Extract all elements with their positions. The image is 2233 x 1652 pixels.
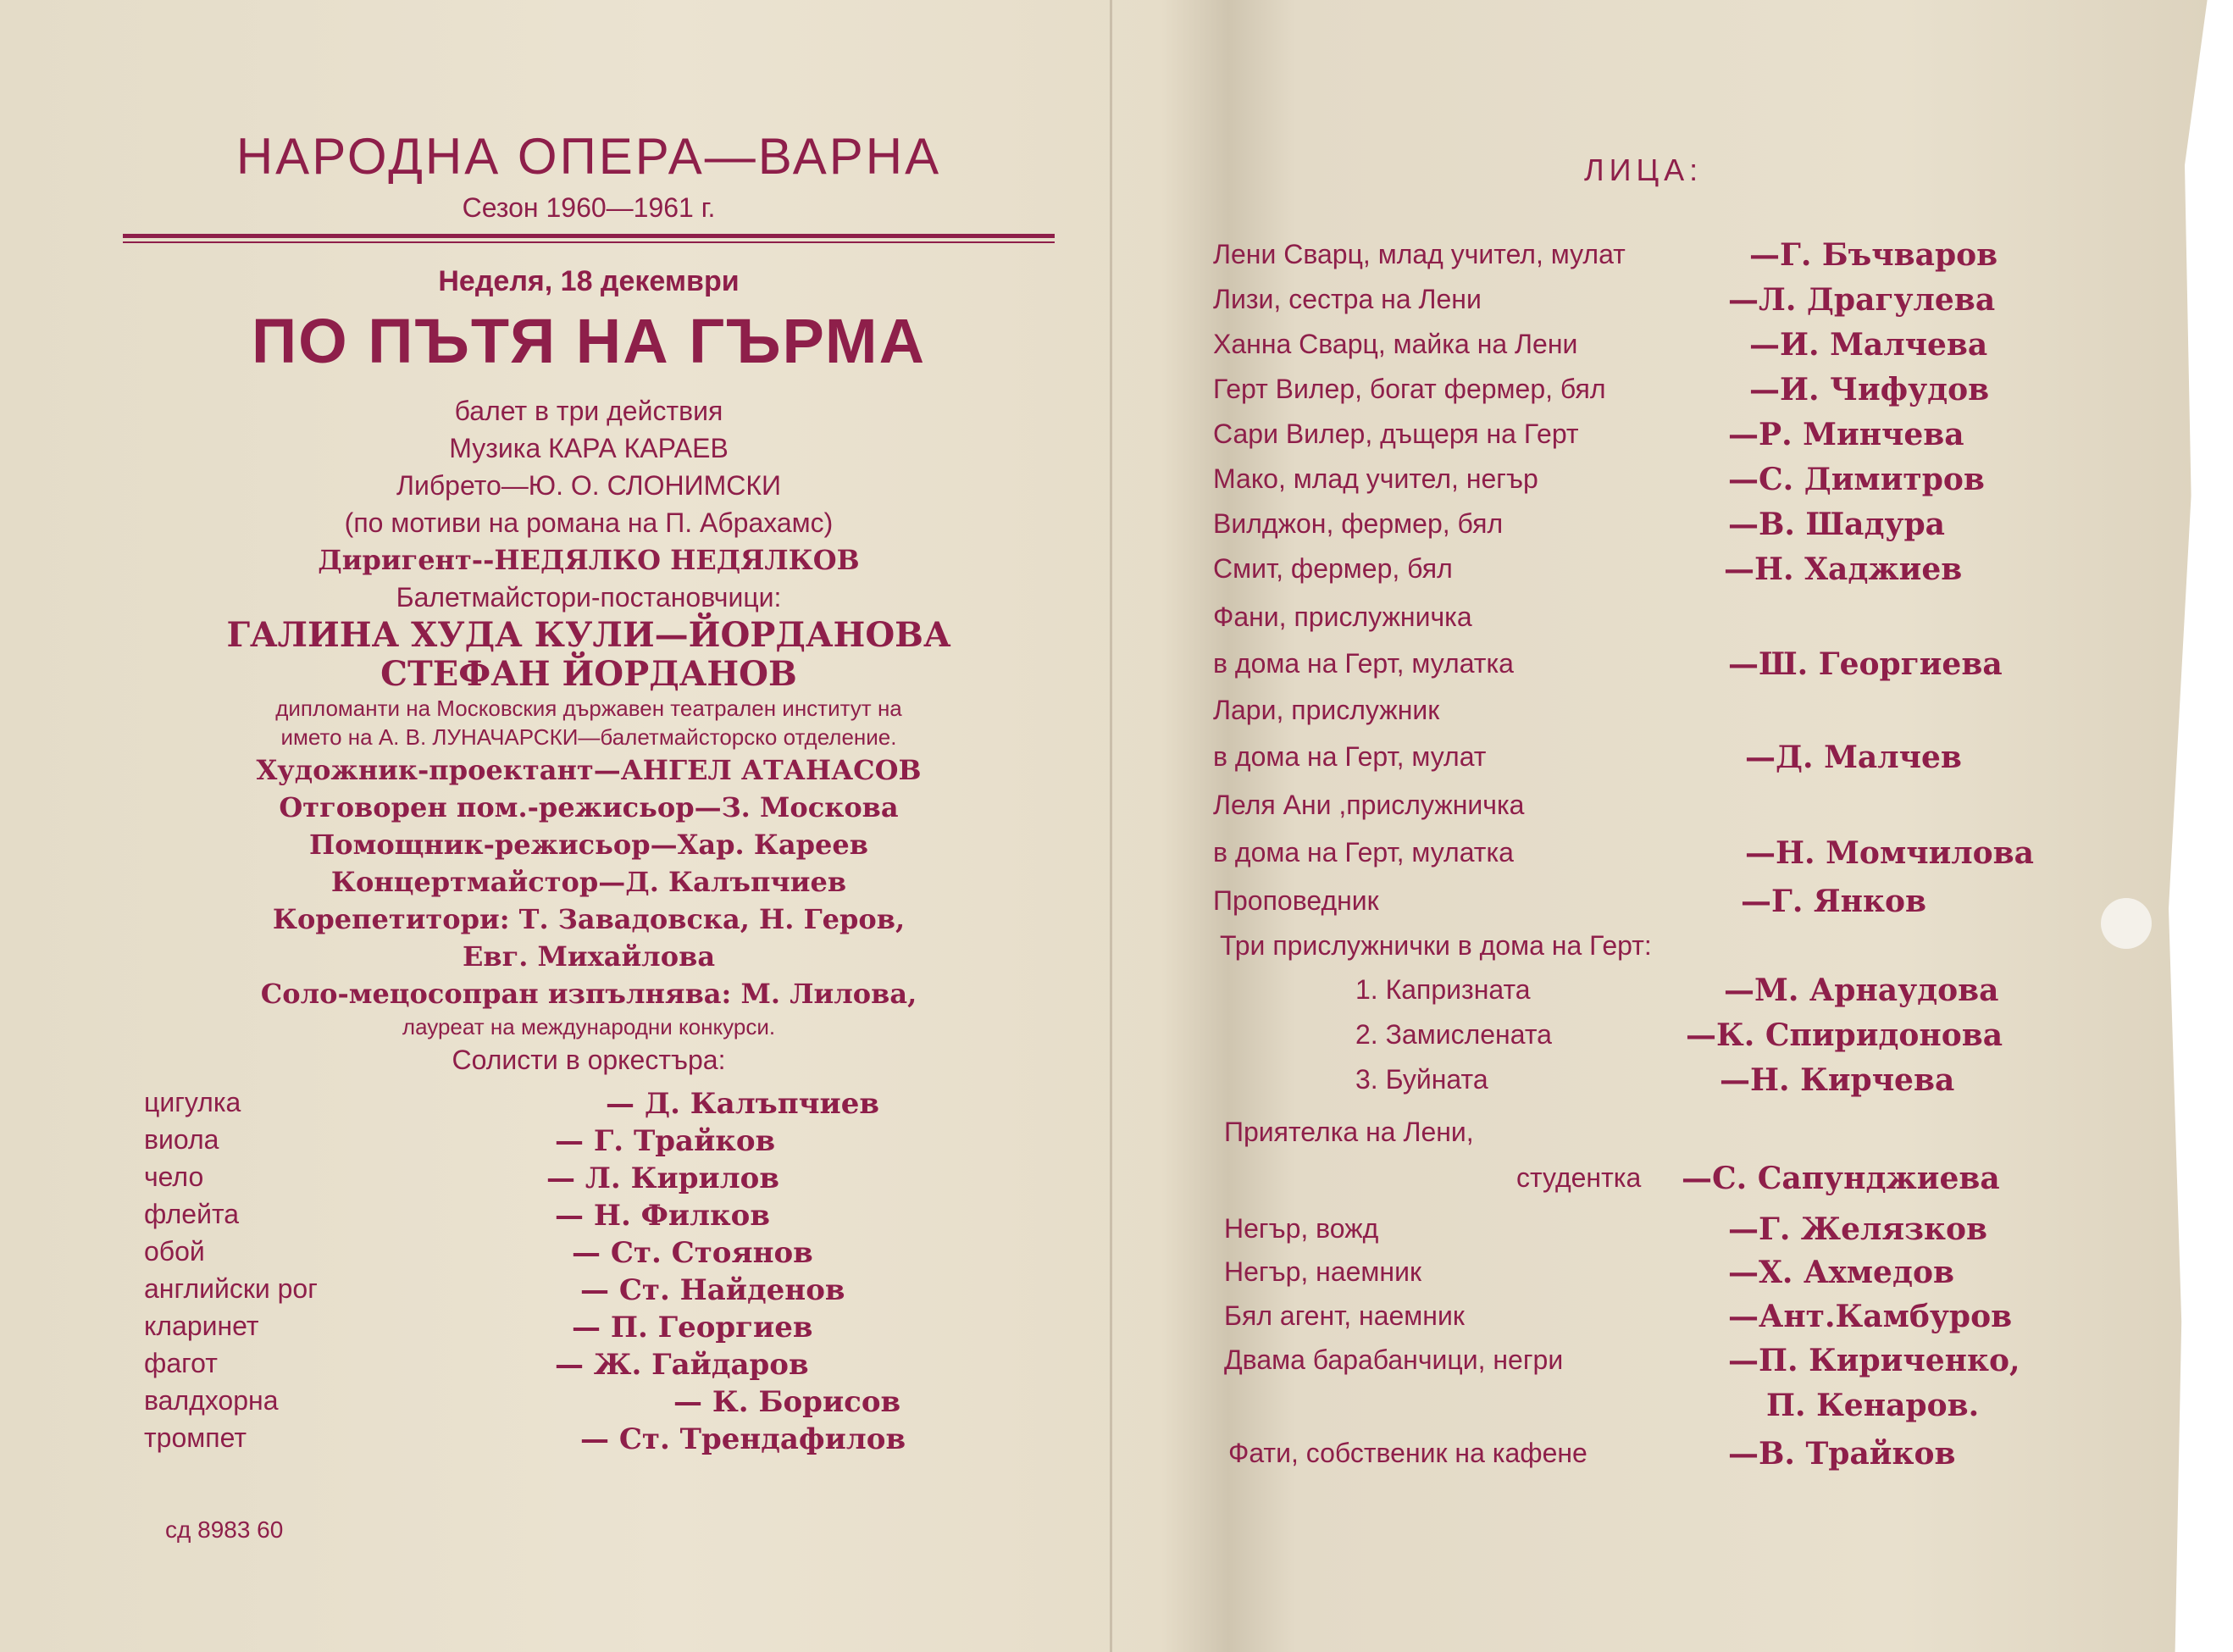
player-name: — П. Георгиев bbox=[572, 1311, 813, 1344]
orchestra-list bbox=[131, 1087, 1046, 1460]
orchestra-label: Солисти в оркестъра: bbox=[452, 1045, 726, 1075]
cast-role: в дома на Герт, мулатка bbox=[1213, 648, 1514, 679]
player-name: — Д. Калъпчиев bbox=[606, 1087, 879, 1121]
repetiteurs-credit-2: Евг. Михайлова bbox=[462, 940, 716, 973]
orchestra-row bbox=[131, 1385, 1046, 1422]
soloist-note: лауреат на международни конкурси. bbox=[402, 1014, 776, 1039]
torn-edge bbox=[2169, 0, 2233, 1652]
diploma-note-1: дипломанти на Московския държавен театрален институт на bbox=[275, 696, 902, 721]
orchestra-row bbox=[131, 1199, 1046, 1236]
cast-role: Лизи, сестра на Лени bbox=[1213, 284, 1482, 314]
instrument-name: чело bbox=[144, 1161, 204, 1192]
instrument-name: флейта bbox=[144, 1199, 240, 1229]
cast-actor: —Н. Кирчева bbox=[1720, 1062, 1955, 1098]
cast-actor: —Д. Малчев bbox=[1745, 740, 1962, 775]
player-name: — Ст. Найденов bbox=[580, 1273, 845, 1307]
player-name: — К. Борисов bbox=[673, 1385, 901, 1419]
orchestra-row bbox=[131, 1422, 1046, 1460]
cast-role: Сари Вилер, дъщеря на Герт bbox=[1213, 419, 1579, 449]
cast-role: Герт Вилер, богат фермер, бял bbox=[1213, 374, 1606, 404]
genre: балет в три действия bbox=[454, 396, 723, 426]
choreographers-label: Балетмайстори-постановчици: bbox=[396, 582, 782, 613]
asst-director-credit: Отговорен пом.-режисьор—З. Москова bbox=[279, 791, 899, 823]
instrument-name: кларинет bbox=[144, 1311, 259, 1341]
cast-actor: —Х. Ахмедов bbox=[1728, 1255, 1954, 1290]
diploma-note-2: името на А. В. ЛУНАЧАРСКИ—балетмайсторско отделение. bbox=[280, 724, 897, 750]
choreographer-2: СТЕФАН ЙОРДАНОВ bbox=[380, 654, 797, 694]
performance-date: Неделя, 18 декември bbox=[438, 265, 740, 297]
season: Сезон 1960—1961 г. bbox=[462, 192, 716, 223]
music-credit: Музика КАРА КАРАЕВ bbox=[449, 433, 729, 463]
cast-actor: —Г. Бъчваров bbox=[1749, 237, 1998, 273]
orchestra-row bbox=[131, 1236, 1046, 1273]
paper-hole bbox=[2101, 898, 2152, 949]
cast-role: Приятелка на Лени, bbox=[1224, 1117, 1474, 1147]
cast-role: Бял агент, наемник bbox=[1224, 1300, 1465, 1331]
player-name: — Ст. Трендафилов bbox=[580, 1422, 906, 1456]
cast-actor: —Л. Драгулева bbox=[1728, 282, 1996, 318]
cast-role: в дома на Герт, мулатка bbox=[1213, 837, 1514, 868]
cast-role: Лари, прислужник bbox=[1213, 695, 1440, 725]
cast-actor: —К. Спиридонова bbox=[1686, 1017, 2003, 1053]
repetiteurs-credit: Корепетитори: Т. Завадовска, Н. Геров, bbox=[272, 903, 906, 935]
instrument-name: валдхорна bbox=[144, 1385, 279, 1416]
assistant-director-credit: Помощник-режисьор—Хар. Кареев bbox=[309, 829, 868, 861]
cast-actor: —Н. Хаджиев bbox=[1724, 552, 1963, 587]
theatre-name: НАРОДНА ОПЕРА—ВАРНА bbox=[235, 128, 942, 185]
orchestra-row bbox=[131, 1124, 1046, 1161]
cast-actor: —Н. Момчилова bbox=[1745, 835, 2034, 871]
cast-role: Три прислужнички в дома на Герт: bbox=[1220, 930, 1652, 961]
libretto-credit: Либрето—Ю. О. СЛОНИМСКИ bbox=[396, 470, 782, 501]
cast-role: Лени Сварц, млад учител, мулат bbox=[1213, 239, 1626, 269]
cast-actor: —С. Сапунджиева bbox=[1682, 1161, 2000, 1196]
divider-thick bbox=[123, 234, 1055, 238]
player-name: — Н. Филков bbox=[555, 1199, 770, 1233]
instrument-name: английски рог bbox=[144, 1273, 318, 1304]
cast-role: Проповедник bbox=[1213, 885, 1379, 916]
player-name: — Ст. Стоянов bbox=[572, 1236, 813, 1270]
instrument-name: фагот bbox=[144, 1348, 218, 1378]
orchestra-row bbox=[131, 1311, 1046, 1348]
cast-role: в дома на Герт, мулат bbox=[1213, 741, 1487, 772]
cast-role: Двама барабанчици, негри bbox=[1224, 1344, 1564, 1375]
instrument-name: цигулка bbox=[144, 1087, 241, 1117]
cast-actor: П. Кенаров. bbox=[1766, 1388, 1980, 1423]
instrument-name: тромпет bbox=[144, 1422, 247, 1453]
cast-actor: —И. Чифудов bbox=[1749, 372, 1990, 407]
cast-role: Смит, фермер, бял bbox=[1213, 553, 1453, 584]
cast-role: Фани, прислужничка bbox=[1213, 601, 1472, 632]
orchestra-row bbox=[131, 1273, 1046, 1311]
player-name: — Ж. Гайдаров bbox=[555, 1348, 809, 1382]
concertmaster-credit: Концертмайстор—Д. Калъпчиев bbox=[330, 866, 847, 898]
left-page bbox=[131, 127, 1046, 1460]
cast-role: Вилджон, фермер, бял bbox=[1213, 508, 1504, 539]
cast-role: Мако, млад учител, негър bbox=[1213, 463, 1538, 494]
cast-actor: —Р. Минчева bbox=[1728, 417, 1964, 452]
cast-role: Негър, вожд bbox=[1224, 1213, 1379, 1244]
cast-actor: —Г. Желязков bbox=[1728, 1211, 1988, 1247]
fold-line bbox=[1110, 0, 1112, 1652]
cast-role: Негър, наемник bbox=[1224, 1256, 1421, 1287]
cast-role: 3. Буйната bbox=[1355, 1064, 1488, 1095]
cast-role: Ханна Сварц, майка на Лени bbox=[1213, 329, 1578, 359]
cast-actor: —М. Арнаудова bbox=[1724, 973, 1999, 1008]
cast-heading: ЛИЦА: bbox=[1584, 152, 1704, 187]
cast-actor: —С. Димитров bbox=[1728, 462, 1985, 497]
cast-actor: —И. Малчева bbox=[1749, 327, 1988, 363]
cast-actor: —Ант.Камбуров bbox=[1728, 1299, 2013, 1334]
cast-role: студентка bbox=[1516, 1162, 1642, 1193]
cast-actor: —П. Кириченко, bbox=[1728, 1343, 2020, 1378]
instrument-name: виола bbox=[144, 1124, 219, 1155]
cast-actor: —В. Трайков bbox=[1728, 1436, 1956, 1472]
cast-role: Леля Ани ,прислужничка bbox=[1213, 790, 1525, 820]
soloist-credit: Соло-мецосопран изпълнява: М. Лилова, bbox=[260, 978, 917, 1010]
cast-role: 1. Капризната bbox=[1355, 974, 1531, 1005]
choreographer-1: ГАЛИНА ХУДА КУЛИ—ЙОРДАНОВА bbox=[226, 615, 951, 655]
player-name: — Г. Трайков bbox=[555, 1124, 776, 1158]
print-code: сд 8983 60 bbox=[165, 1516, 284, 1543]
cast-role: 2. Замислената bbox=[1355, 1019, 1552, 1050]
source-note: (по мотиви на романа на П. Абрахамс) bbox=[344, 507, 834, 538]
orchestra-row bbox=[131, 1161, 1046, 1199]
orchestra-row bbox=[131, 1348, 1046, 1385]
player-name: — Л. Кирилов bbox=[546, 1161, 779, 1195]
instrument-name: обой bbox=[144, 1236, 205, 1267]
cast-actor: —В. Шадура bbox=[1728, 507, 1946, 542]
orchestra-row bbox=[131, 1087, 1046, 1124]
divider-thin bbox=[123, 241, 1055, 243]
cast-actor: —Ш. Георгиева bbox=[1728, 646, 2003, 682]
designer-credit: Художник-проектант—АНГЕЛ АТАНАСОВ bbox=[256, 754, 922, 786]
ballet-title: ПО ПЪТЯ НА ГЪРМА bbox=[251, 306, 927, 376]
conductor-credit: Диригент--НЕДЯЛКО НЕДЯЛКОВ bbox=[318, 544, 860, 576]
cast-role: Фати, собственик на кафене bbox=[1228, 1438, 1587, 1468]
cast-actor: —Г. Янков bbox=[1741, 884, 1927, 919]
